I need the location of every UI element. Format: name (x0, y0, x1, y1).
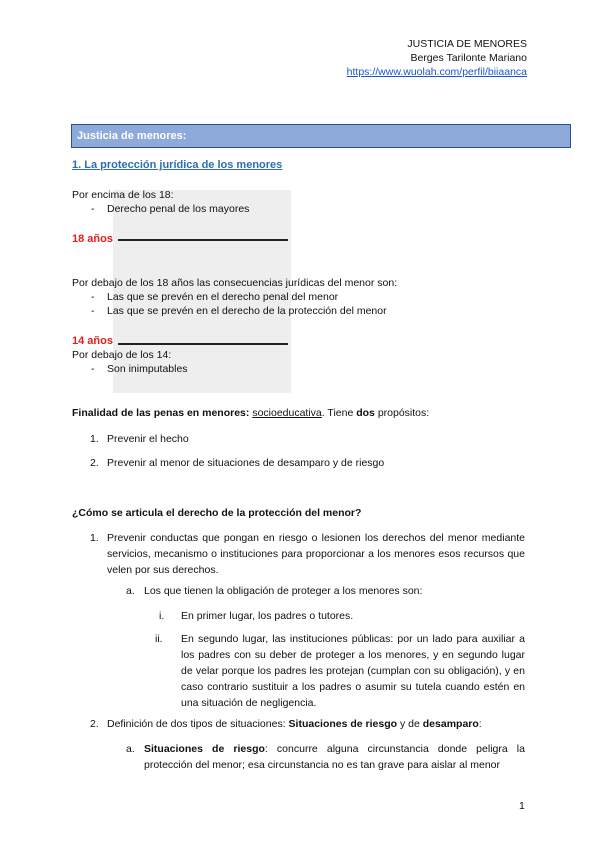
profile-link[interactable]: https://www.wuolah.com/perfil/biiaanca (346, 66, 527, 78)
sub-letter: a. (126, 743, 135, 755)
list-bullet: - (91, 363, 95, 375)
list-bullet: - (91, 305, 95, 317)
section-header-bar (71, 124, 571, 148)
item2-bold-riesgo: Situaciones de riesgo (288, 718, 398, 730)
item2-bold-desamparo: desamparo (422, 718, 479, 730)
age-18-line (118, 239, 288, 241)
finalidad-item-num: 2. (90, 457, 99, 469)
sub-letter: a. (126, 585, 135, 597)
list-bullet: - (91, 291, 95, 303)
list-bullet: - (91, 203, 95, 215)
sub-a-text: Los que tienen la obligación de proteger a los menores son: (144, 585, 423, 597)
finalidad-item-text: Prevenir al menor de situaciones de desamparo y de riesgo (107, 457, 385, 469)
finalidad-bold-word: dos (356, 407, 375, 419)
subsection-title: 1. La protección jurídica de los menores (72, 159, 283, 171)
below-14-intro: Por debajo de los 14: (72, 349, 172, 361)
document-title: JUSTICIA DE MENORES (407, 38, 527, 50)
item2-after: : (478, 718, 482, 730)
above-18-intro: Por encima de los 18: (72, 189, 174, 201)
finalidad-rest-after: propósitos: (374, 407, 430, 419)
finalidad-item-text: Prevenir el hecho (107, 433, 189, 445)
roman-text: En primer lugar, los padres o tutores. (181, 610, 354, 622)
finalidad-value: socioeducativa (252, 407, 322, 419)
above-18-item: Derecho penal de los mayores (107, 203, 250, 215)
section-title: Justicia de menores: (77, 130, 187, 142)
author-name: Berges Tarilonte Mariano (410, 52, 527, 64)
list-item-2-text (107, 717, 482, 731)
finalidad-label: Finalidad de las penas en menores: (72, 407, 250, 419)
riesgo-bold: Situaciones de riesgo (144, 743, 265, 755)
roman-ii-text: En segundo lugar, las instituciones públicas: por un lado para auxiliar a los padres con su deber de proteger a los menores, y en segundo lugar de velar porque los padres les protejan (cumplan con su obligación), y en caso contrario sustituir a los padres o asumir su tutela cuando estén en una situación de negligencia. (181, 633, 525, 709)
age-18-marker: 18 años (72, 233, 113, 245)
below-18-item: Las que se prevén en el derecho de la protección del menor (107, 305, 387, 317)
age-14-marker: 14 años (72, 335, 113, 347)
sub-a-riesgo-text (144, 741, 525, 773)
item2-mid: y de (397, 718, 423, 730)
roman-num: i. (159, 610, 165, 622)
finalidad-rest: . Tiene (321, 407, 357, 419)
list-item-num: 2. (90, 718, 99, 730)
roman-num: ii. (155, 633, 163, 645)
question-heading: ¿Cómo se articula el derecho de la protección del menor? (72, 507, 362, 519)
page-number: 1 (519, 800, 525, 812)
below-18-intro: Por debajo de los 18 años las consecuencias jurídicas del menor son: (72, 277, 398, 289)
list-item-num: 1. (90, 532, 99, 544)
finalidad-item-num: 1. (90, 433, 99, 445)
item2-before: Definición de dos tipos de situaciones: (107, 718, 289, 730)
below-18-item: Las que se prevén en el derecho penal del menor (107, 291, 339, 303)
age-14-line (118, 343, 288, 345)
below-14-item: Son inimputables (107, 363, 188, 375)
list-item-1-text: Prevenir conductas que pongan en riesgo o lesionen los derechos del menor mediante servicios, mecanismo o instituciones para proporcionar a los menores esos recursos que velen por sus derechos. (107, 532, 525, 576)
riesgo-text: : concurre alguna circunstancia donde peligra la protección del menor; esa circunstancia no es tan grave para aislar al menor (144, 743, 525, 771)
finalidad-line (72, 406, 429, 420)
